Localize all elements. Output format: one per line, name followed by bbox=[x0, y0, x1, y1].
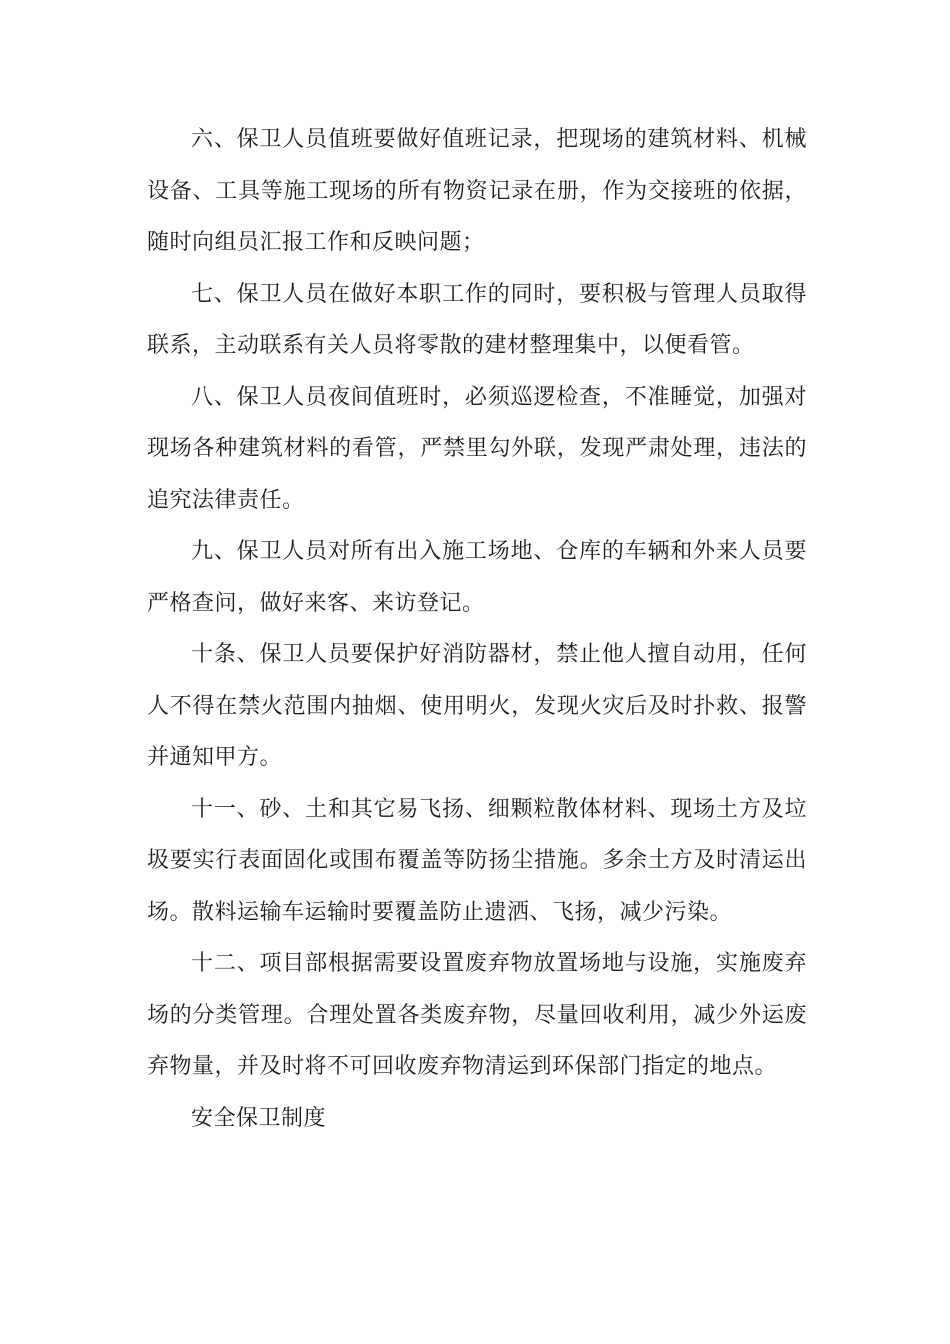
section-heading: 安全保卫制度 bbox=[191, 1105, 327, 1131]
paragraph-7: 七、保卫人员在做好本职工作的同时，要积极与管理人员取得联系，主动联系有关人员将零散的建材整理集中，以便看管。 bbox=[147, 281, 807, 358]
paragraph-8: 八、保卫人员夜间值班时，必须巡逻检查，不准睡觉，加强对现场各种建筑材料的看管，严禁里勾外联，发现严肃处理，违法的追究法律责任。 bbox=[147, 384, 807, 513]
paragraph-6: 六、保卫人员值班要做好值班记录，把现场的建筑材料、机械设备、工具等施工现场的所有物资记录在册，作为交接班的依据，随时向组员汇报工作和反映问题； bbox=[147, 127, 807, 255]
paragraph-9: 九、保卫人员对所有出入施工场地、仓库的车辆和外来人员要严格查问，做好来客、来访登记。 bbox=[147, 539, 807, 616]
paragraph-11: 十一、砂、土和其它易飞扬、细颗粒散体材料、现场土方及垃圾要实行表面固化或围布覆盖等防扬尘措施。多余土方及时清运出场。散料运输车运输时要覆盖防止遗洒、飞扬，减少污染。 bbox=[147, 796, 807, 925]
paragraph-10: 十条、保卫人员要保护好消防器材，禁止他人擅自动用，任何人不得在禁火范围内抽烟、使用明火，发现火灾后及时扑救、报警并通知甲方。 bbox=[147, 642, 807, 770]
paragraph-12: 十二、项目部根据需要设置废弃物放置场地与设施，实施废弃场的分类管理。合理处置各类废弃物，尽量回收利用，减少外运废弃物量，并及时将不可回收废弃物清运到环保部门指定的地点。 bbox=[147, 951, 807, 1079]
document-body bbox=[147, 114, 807, 1144]
